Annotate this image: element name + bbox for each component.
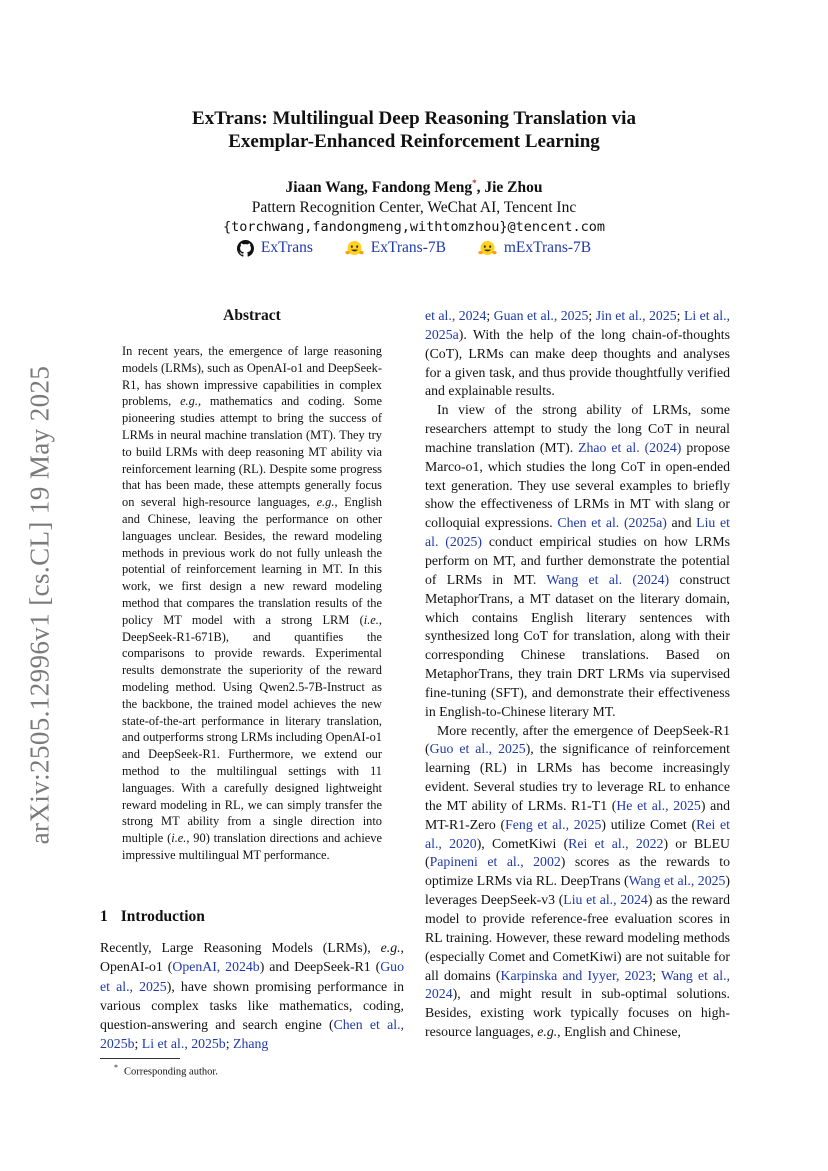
intro-text: ;	[225, 1036, 234, 1052]
citation-link[interactable]: Chen et al. (2025a)	[557, 515, 667, 531]
link-extrans-label: ExTrans	[260, 239, 313, 256]
citation-link[interactable]: Li et al., 2025b	[141, 1036, 226, 1052]
paper-title	[0, 107, 828, 153]
body-text: ), CometKiwi (	[476, 835, 569, 851]
author-email: {torchwang,fandongmeng,withtomzhou}@tencent.com	[222, 219, 605, 235]
body-text: ) or BLEU (	[425, 835, 731, 870]
citation-link[interactable]: Rei et al., 2020	[425, 816, 730, 851]
abstract-text: , DeepSeek-R1-671B), and quantifies the comparisons to provide rewards. Experimental results demonstrate the superiority of the reward modeling method. Using Qwen2.5-7B-Instruct as the backbone, the trained model achieves the new state-of-the-art performance in literary translation, and outperforms strong LRMs including OpenAI-o1 and DeepSeek-R1. Furthermore, we extend our method to the multilingual settings with 11 languages. With a carefully designed lightweight reward modeling in RL, we can simply transfer the strong MT ability from a single direction into multiple (	[122, 612, 382, 846]
hugging-face-icon	[345, 240, 364, 257]
body-text: conduct empirical studies on how LRMs perform on MT, and further demonstrate the potential of LRMs in MT.	[425, 534, 730, 587]
footnote-rule	[100, 1058, 180, 1059]
abstract-italic: i.e.	[171, 831, 187, 846]
title-line-1: ExTrans: Multilingual Deep Reasoning Translation via	[192, 108, 636, 129]
body-text: ) utilize Comet (	[601, 816, 697, 832]
citation-link[interactable]: Wang et al. (2024)	[546, 571, 670, 587]
abstract-heading: Abstract	[223, 307, 281, 324]
link-mextrans-7b[interactable]	[478, 239, 591, 257]
citation-link[interactable]: Wang et al., 2025	[628, 873, 726, 889]
citation-link[interactable]: Zhao et al. (2024)	[578, 439, 682, 455]
abstract-text: , 90) translation directions and achieve impressive multilingual MT performance.	[122, 831, 382, 862]
body-text: ) leverages DeepSeek-v3 (	[425, 873, 731, 908]
right-paragraph-1	[425, 307, 730, 401]
body-text: ;	[486, 308, 494, 323]
body-text: and	[666, 515, 697, 531]
citation-link[interactable]: Guo et al., 2025	[429, 741, 526, 757]
intro-italic: e.g.	[380, 940, 401, 955]
github-icon	[237, 240, 254, 257]
citation-link[interactable]: Zhang	[233, 1036, 269, 1052]
introduction-body	[100, 938, 404, 1054]
right-column	[425, 307, 730, 1042]
body-text: ), the significance of reinforcement learning (RL) in LRMs has become increasingly evident. Several studies try to leverage RL to enhance the MT ability of LRMs. R1-T1 (	[425, 741, 731, 813]
affiliation: Pattern Recognition Center, WeChat AI, Tencent Inc	[251, 199, 577, 216]
citation-link[interactable]: OpenAI, 2024b	[172, 959, 260, 975]
citation-link[interactable]: Jin et al., 2025	[595, 308, 677, 323]
abstract-italic: i.e.	[363, 612, 379, 627]
link-mextrans-7b-label: mExTrans-7B	[503, 239, 592, 256]
intro-text: ;	[134, 1036, 142, 1052]
body-text: ;	[652, 967, 661, 983]
abstract-paragraph	[122, 343, 382, 864]
citation-link[interactable]: Rei et al., 2022	[568, 835, 664, 851]
body-text: ) scores as the rewards to optimize LRMs via RL. DeepTrans (	[425, 854, 730, 889]
hugging-face-icon	[478, 240, 497, 257]
citation-link[interactable]: Wang et al., 2024	[425, 967, 730, 1002]
author-list	[0, 178, 828, 197]
link-extrans[interactable]	[237, 239, 313, 257]
intro-text: ), have shown promising performance in various complex tasks like mathematics, coding, question-answering and search engine (	[100, 978, 404, 1033]
body-text: , English and Chinese,	[557, 1024, 681, 1040]
citation-link[interactable]: Chen et al., 2025b	[100, 1017, 404, 1052]
intro-paragraph	[100, 938, 404, 1054]
right-paragraph-2	[425, 401, 730, 721]
abstract-body	[122, 343, 382, 864]
body-text: construct MetaphorTrans, a MT dataset on the literary domain, which contains English literary sentences with synthesized long CoT for translation, along with their corresponding Chinese translations. Based on MetaphorTrans, they train DRT LRMs via supervised fine-tuning (SFT), and demonstrate their effectiveness in English-to-Chinese literary MT.	[425, 571, 730, 719]
body-italic: e.g.	[537, 1024, 558, 1040]
footnote-text: Corresponding author.	[124, 1066, 218, 1078]
citation-link[interactable]: Guo et al., 2025	[100, 959, 404, 994]
resource-links	[0, 239, 828, 262]
right-paragraph-3	[425, 722, 730, 1042]
author-3: , Jie Zhou	[476, 179, 543, 197]
citation-link[interactable]: He et al., 2025	[616, 797, 701, 813]
body-text: ) as the reward model to provide reference-free evaluation scores in RL training. However, these reward modeling methods (especially Comet and CometKiwi) are not suitable for all domains (	[425, 892, 730, 983]
citation-link[interactable]: et al., 2024	[425, 308, 487, 323]
citation-link[interactable]: Karpinska and Iyyer, 2023	[500, 967, 653, 983]
link-extrans-7b[interactable]	[345, 239, 446, 257]
body-text: ). With the help of the long chain-of-thoughts (CoT), LRMs can make deep thoughts and analyses for a given task, and thus provide thoughtfully verified and explainable results.	[425, 326, 730, 399]
intro-text: ) and DeepSeek-R1 (	[259, 959, 381, 975]
author-2: Fandong Meng	[371, 179, 473, 197]
body-text: More recently, after the emergence of DeepSeek-R1 (	[425, 722, 730, 757]
arxiv-id: arXiv:2505.12996v1 [cs.CL] 19 May 2025	[24, 365, 55, 845]
citation-link[interactable]: Liu et al. (2025)	[425, 515, 730, 550]
citation-link[interactable]: Liu et al., 2024	[563, 892, 648, 908]
body-text: propose Marco-o1, which studies the long CoT in open-ended text generation. They use several examples to briefly show the effectiveness of LRMs in MT with slang or colloquial expressions.	[425, 439, 731, 531]
abstract-text: , English and Chinese, leaving the performance on other languages unclear. Besides, the reward modeling methods in previous work do not fully unleash the potential of reinforcement learning in MT. In this work, we first design a new reward modeling method that compares the translation results of the policy MT model with a strong LRM (	[122, 495, 382, 627]
author-1: Jiaan Wang,	[285, 179, 368, 197]
intro-text: Recently, Large Reasoning Models (LRMs),	[100, 940, 381, 955]
citation-link[interactable]: Guan et al., 2025	[493, 308, 589, 323]
abstract-italic: e.g.	[316, 495, 335, 510]
link-extrans-7b-label: ExTrans-7B	[370, 239, 446, 256]
arxiv-sidebar-stamp	[20, 360, 60, 850]
title-line-2: Exemplar-Enhanced Reinforcement Learning	[228, 131, 600, 152]
body-text: ) and MT-R1-Zero (	[425, 797, 731, 832]
intro-text: , OpenAI-o1 (	[100, 940, 404, 975]
corresponding-mark: *	[472, 178, 477, 188]
body-text: ), and might result in sub-optimal solutions. Besides, existing work typically focuses on high-resource languages,	[425, 986, 730, 1040]
abstract-text: , mathematics and coding. Some pioneering studies attempt to bring the success of LRMs in neural machine translation (MT). They try to build LRMs with deep reasoning MT ability via reinforcement learning (RL). Despite some progress that has been made, these attempts generally focus on several high-resource languages,	[122, 394, 382, 510]
footnote-mark: *	[114, 1063, 118, 1072]
citation-link[interactable]: Li et al., 2025a	[425, 308, 730, 342]
abstract-italic: e.g.	[180, 394, 198, 409]
section-title: Introduction	[120, 908, 205, 925]
body-text: ;	[676, 308, 684, 323]
body-text: ;	[588, 308, 596, 323]
abstract-text: In recent years, the emergence of large reasoning models (LRMs), such as OpenAI-o1 and DeepSeek-R1, has shown impressive capabilities in complex problems,	[122, 344, 382, 409]
section-heading-introduction	[100, 908, 404, 926]
citation-link[interactable]: Papineni et al., 2002	[429, 854, 561, 870]
footnote	[114, 1063, 218, 1078]
section-number: 1	[100, 908, 108, 925]
body-text: In view of the strong ability of LRMs, some researchers attempt to study the long CoT in neural machine translation (MT).	[425, 402, 730, 455]
citation-link[interactable]: Feng et al., 2025	[505, 816, 602, 832]
